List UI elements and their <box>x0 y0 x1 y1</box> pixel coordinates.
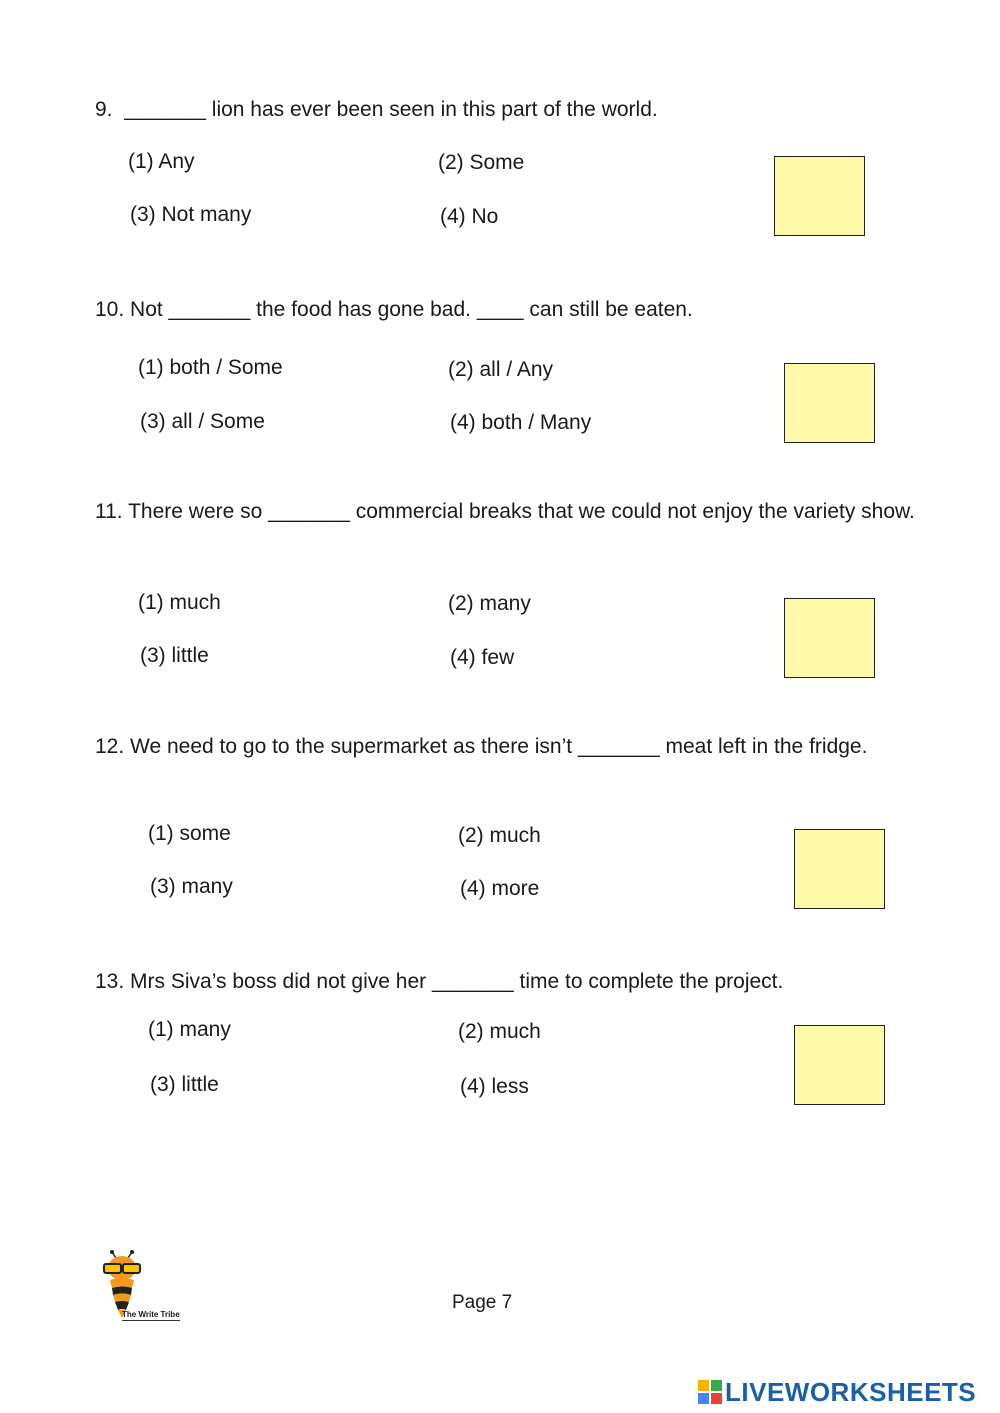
answer-box-9[interactable] <box>774 156 865 236</box>
option-12-1[interactable]: (1) some <box>148 822 231 845</box>
option-10-1[interactable]: (1) both / Some <box>138 356 283 379</box>
question-text: _______ lion has ever been seen in this part of the world. <box>124 98 658 121</box>
option-13-3[interactable]: (3) little <box>150 1073 219 1096</box>
option-9-4[interactable]: (4) No <box>440 205 499 228</box>
option-13-1[interactable]: (1) many <box>148 1018 231 1041</box>
option-9-3[interactable]: (3) Not many <box>130 203 252 226</box>
answer-box-13[interactable] <box>794 1025 885 1105</box>
option-9-1[interactable]: (1) Any <box>128 150 195 173</box>
question-number: 11. <box>95 500 123 523</box>
option-10-3[interactable]: (3) all / Some <box>140 410 265 433</box>
question-text: There were so _______ commercial breaks that we could not enjoy the variety show. <box>128 500 915 523</box>
question-12 <box>95 730 955 764</box>
answer-box-12[interactable] <box>794 829 885 909</box>
question-number: 12. <box>95 735 125 758</box>
option-11-2[interactable]: (2) many <box>448 592 531 615</box>
liveworksheets-logo-icon <box>698 1380 722 1404</box>
option-10-4[interactable]: (4) both / Many <box>450 411 592 434</box>
question-text: We need to go to the supermarket as there isn’t _______ meat left in the fridge. <box>130 735 868 758</box>
option-11-3[interactable]: (3) little <box>140 644 209 667</box>
question-number: 13. <box>95 970 125 993</box>
question-13 <box>95 965 915 999</box>
option-13-2[interactable]: (2) much <box>458 1020 541 1043</box>
question-number: 9. <box>95 98 113 121</box>
option-11-4[interactable]: (4) few <box>450 646 515 669</box>
answer-box-10[interactable] <box>784 363 875 443</box>
question-text: Mrs Siva’s boss did not give her _______ time to complete the project. <box>130 970 784 993</box>
option-13-4[interactable]: (4) less <box>460 1075 529 1098</box>
question-9 <box>95 93 915 127</box>
watermark-text: LIVEWORKSHEETS <box>725 1376 977 1407</box>
option-9-2[interactable]: (2) Some <box>438 151 525 174</box>
liveworksheets-watermark <box>698 1378 976 1406</box>
question-number: 10. <box>95 298 125 321</box>
logo-text: The Write Tribe <box>122 1310 180 1319</box>
question-11 <box>95 495 915 529</box>
option-12-4[interactable]: (4) more <box>460 877 540 900</box>
page-number: Page 7 <box>452 1292 513 1313</box>
question-text: Not _______ the food has gone bad. ____ can still be eaten. <box>130 298 693 321</box>
answer-box-11[interactable] <box>784 598 875 678</box>
option-12-2[interactable]: (2) much <box>458 824 541 847</box>
option-12-3[interactable]: (3) many <box>150 875 233 898</box>
option-11-1[interactable]: (1) much <box>138 591 221 614</box>
option-10-2[interactable]: (2) all / Any <box>448 358 554 381</box>
question-10 <box>95 293 915 327</box>
